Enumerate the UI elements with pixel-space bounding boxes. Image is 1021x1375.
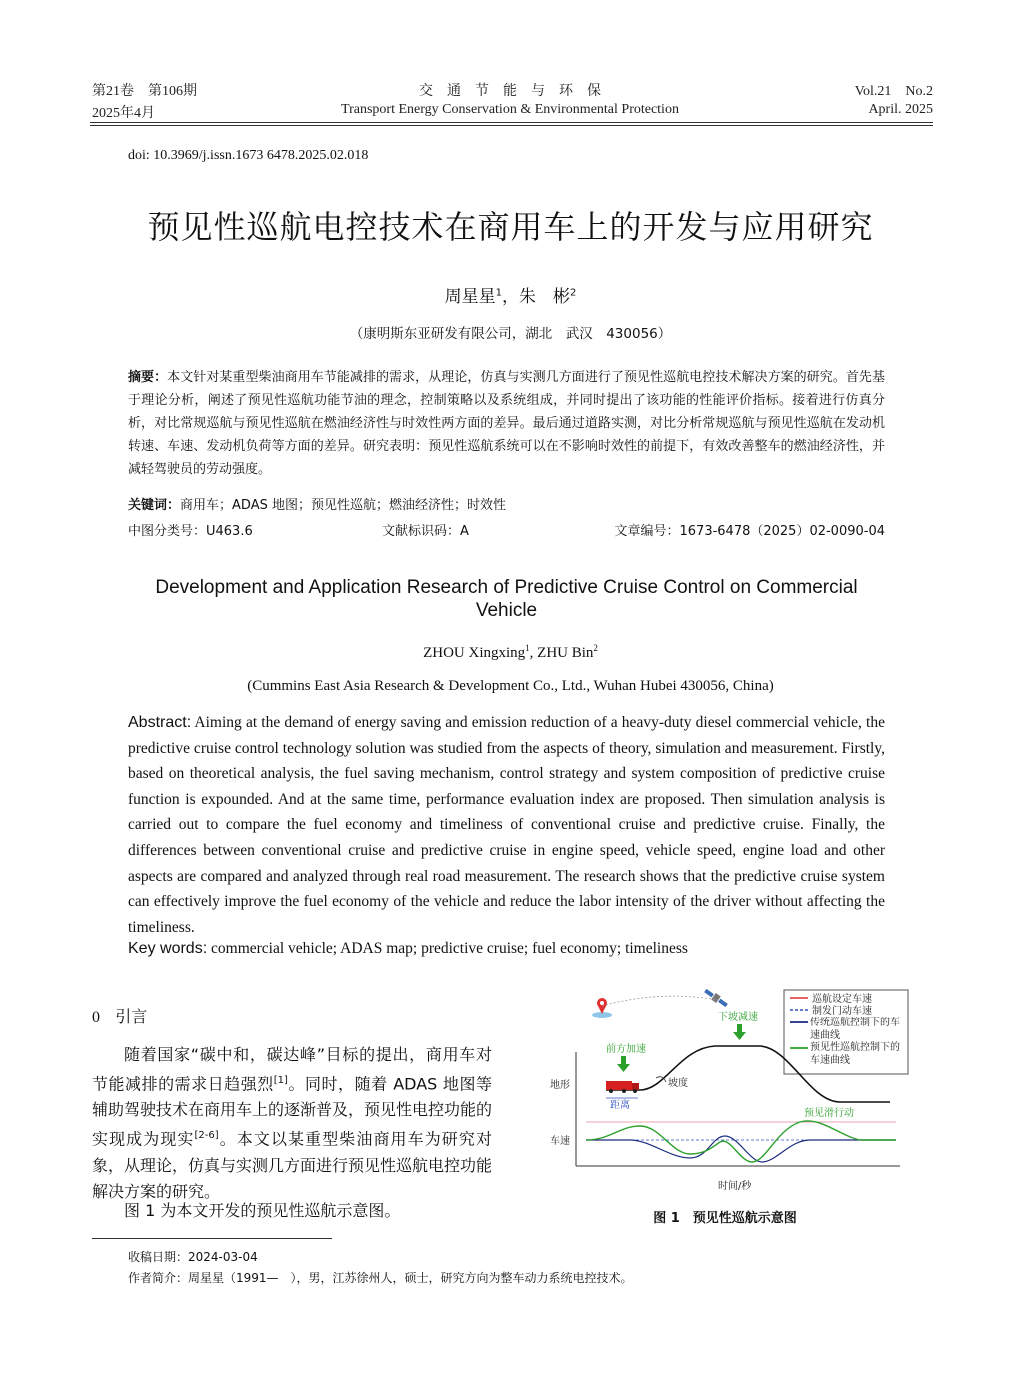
authors-cn [0,282,1021,307]
accel-arrow [617,1056,630,1072]
article-number: 文章编号：1673-6478（2025）02-0090-04 [614,524,885,539]
author-1-sup: 1 [495,287,502,299]
section-heading [92,1004,147,1027]
author-en-1: ZHOU Xingxing [423,645,526,661]
volume-number-en: Vol.21 No.2 [854,84,933,99]
section-title: 引言 [115,1007,148,1026]
volume-issue: 第21卷 第106期 [92,84,197,99]
axis-terrain-label: 地形 [550,1080,570,1091]
legend-item-1: 巡航设定车速 [812,994,872,1005]
author-sep: ， [502,287,519,307]
section-number: 0 [92,1009,100,1026]
figure-1-svg [540,986,910,1196]
journal-title-cn: 交 通 节 能 与 环 保 [419,83,601,99]
header-rule-2 [90,125,933,126]
axis-speed-label: 车速 [550,1136,570,1147]
citation-1[interactable]: [1] [273,1075,288,1086]
publication-date: 2025年4月 [92,106,155,121]
figure-1 [540,986,910,1196]
received-date: 收稿日期：2024-03-04 [128,1250,258,1264]
abstract-en [128,710,885,940]
header-rule [90,122,933,123]
label-slope: 坡度 [668,1078,688,1089]
keywords-cn [128,494,506,513]
author-en-2: ZHU Bin [537,645,594,661]
truck-icon [606,1081,639,1093]
label-distance: 距离 [610,1100,630,1111]
intro-paragraph-2: 图 1 为本文开发的预见性巡航示意图。 [124,1201,401,1220]
legend-item-2: 制发门动车速 [812,1006,872,1017]
keywords-en [128,940,688,958]
author-bio: 作者简介：周星星（1991— ），男，江苏徐州人，硕士，研究方向为整车动力系统电控技术。 [128,1271,633,1285]
abstract-en-text: Aiming at the demand of energy saving and emission reduction of a heavy-duty diesel commercial vehicle, the predictive cruise control technology solution was studied from the aspects of theory, simulation and measurement. Firstly, based on theoretical analysis, the fuel saving mechanism, control strategy and system composition of predictive cruise function is expounded. And at the same time, performance evaluation index are proposed. Then simulation analysis is carried out to compare the fuel economy and timeliness of conventional cruise and predictive cruise. Finally, the differences between conventional cruise and predictive cruise in engine speed, vehicle speed, engine load and other aspects are compared and analyzed through real road measurement. The research shows that the predictive cruise system can effectively improve the fuel economy of the vehicle and reduce the labor intensity of the driver without affecting the timeliness. [128,714,885,936]
title-cn: 预见性巡航电控技术在商用车上的开发与应用研究 [147,208,874,246]
legend-item-4: 预见性巡航控制下的车速曲线 [810,1042,900,1066]
abstract-cn-text: 本文针对某重型柴油商用车节能减排的需求，从理论，仿真与实测几方面进行了预见性巡航电控技术解决方案的研究。首先基于理论分析，阐述了预见性巡航功能节油的理念，控制策略以及系统组成，并同时提出了该功能的性能评价指标。接着进行仿真分析，对比常规巡航与预见性巡航在燃油经济性与时效性两方面的差异。最后通过道路实测，对比分析常规巡航与预见性巡航在发动机转速、车速、发动机负荷等方面的差异。研究表明：预见性巡航系统可以在不影响时效性的前提下，有效改善整车的燃油经济性，并减轻驾驶员的劳动强度。 [128,370,885,477]
label-coast: 预见滑行动 [804,1108,854,1119]
clc-number: 中图分类号：U463.6 [128,524,253,539]
date-en: April. 2025 [868,102,933,117]
line-predictive [586,1121,896,1162]
author-2-sup: 2 [570,287,577,299]
author-2: 朱 彬 [519,287,570,307]
abstract-en-label: Abstract: [128,714,192,731]
journal-title-en: Transport Energy Conservation & Environmental Protection [341,102,679,117]
label-accel: 前方加速 [606,1044,646,1055]
footnote-rule [92,1238,332,1239]
affiliation-cn: （康明斯东亚研发有限公司，湖北 武汉 430056） [349,326,672,342]
keywords-cn-label: 关键词： [128,498,181,513]
intro-p1-a: 随着国家“碳中和，碳达峰”目标的提出，商用车对节能减排的需求日趋强烈 [92,1045,492,1094]
abstract-cn-label: 摘要： [128,370,168,385]
axis-time-label: 时间/秒 [718,1181,752,1192]
document-code: 文献标识码：A [382,524,469,539]
authors-en [0,643,1021,662]
intro-p1-b: 。同时，随着 ADAS 地图等辅助驾驶技术在商用车上的逐渐普及，预见性电控功能的实现成为现实 [92,1074,493,1149]
citation-2-6[interactable]: [2-6] [194,1130,219,1142]
author-1: 周星星 [444,287,496,307]
abstract-cn [128,366,885,481]
intro-p1-c: 。本文以某重型柴油商用车为研究对象，从理论，仿真与实测几方面进行预见性巡航电控功能解决方案的研究。 [92,1129,493,1201]
label-decel: 下坡减速 [718,1012,758,1023]
map-pin-icon [592,998,612,1018]
affiliation-en: (Cummins East Asia Research & Development Co., Ltd., Wuhan Hubei 430056, China) [247,678,774,694]
legend-items-3-4 [810,1017,906,1073]
doi: doi: 10.3969/j.issn.1673 6478.2025.02.018 [128,148,369,163]
title-en: Development and Application Research of Predictive Cruise Control on Commercial Vehicle [155,577,858,621]
signal-line [602,996,718,1006]
keywords-en-text: commercial vehicle; ADAS map; predictive cruise; fuel economy; timeliness [207,940,688,957]
keywords-cn-text: 商用车；ADAS 地图；预见性巡航；燃油经济性；时效性 [180,498,506,513]
decel-arrow [733,1024,746,1040]
legend-item-3: 传统巡航控制下的车速曲线 [810,1017,900,1041]
author-en-sep: , [529,645,538,661]
figure-1-caption: 图 1 预见性巡航示意图 [653,1211,797,1226]
intro-paragraph-1 [92,1042,492,1205]
author-en-2-sup: 2 [593,643,598,653]
author-en-1-sup: 1 [525,643,530,653]
keywords-en-label: Key words: [128,940,208,957]
